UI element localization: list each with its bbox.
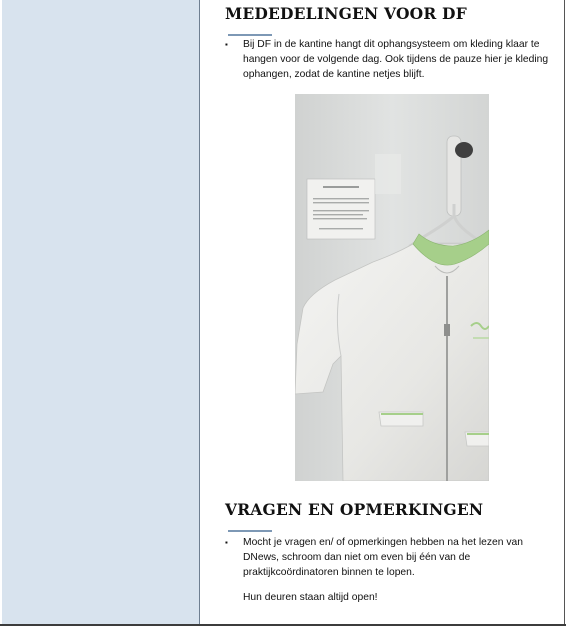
section-heading-mededelingen: MEDEDELINGEN VOOR DF — [225, 4, 467, 23]
sidebar-column — [2, 0, 200, 624]
uniform-hanger-photo — [295, 94, 489, 481]
section-heading-vragen: VRAGEN EN OPMERKINGEN — [225, 500, 484, 519]
heading-accent-line — [228, 34, 272, 36]
bullet-marker: ▪ — [225, 538, 228, 547]
bullet-text: Bij DF in de kantine hangt dit ophangsysteem om kleding klaar te hangen voor de volgende dag. Ook tijdens de pauze hier je kleding ophangen, zodat de kantine netjes blijft. — [243, 39, 549, 80]
bullet-text: Mocht je vragen en/ of opmerkingen hebben na het lezen van DNews, schroom dan niet om even bij één van de praktijkcoördinatoren binnen te lopen. — [243, 537, 523, 578]
heading-accent-line — [228, 530, 272, 532]
bullet-marker: ▪ — [225, 40, 228, 49]
bullet-item-kantine — [225, 37, 555, 82]
content-column — [200, 0, 565, 624]
bullet-item-vragen — [225, 535, 555, 580]
closing-line: Hun deuren staan altijd open! — [243, 592, 378, 603]
page-bottom-rule — [0, 624, 566, 626]
